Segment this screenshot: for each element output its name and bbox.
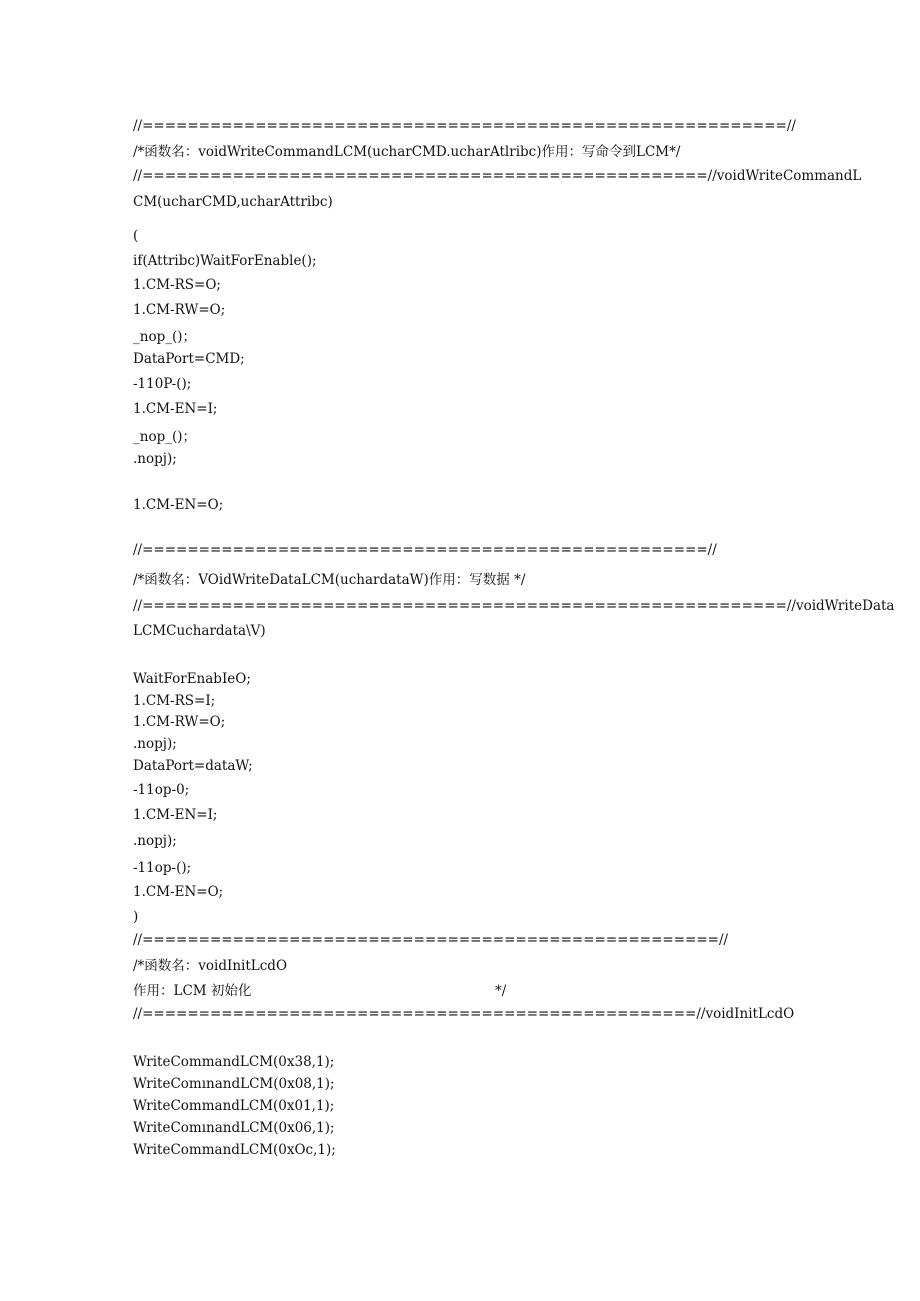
code-line: 1.CM-EN=O; xyxy=(133,497,224,513)
code-line: WriteCommandLCM(0x01,1); xyxy=(133,1098,335,1114)
separator-line: //=========================================================// xyxy=(133,118,796,134)
purpose-comment: 作用：LCM 初始化 xyxy=(133,983,252,999)
function-name-comment: /*函数名：voidInitLcdO xyxy=(133,958,288,974)
code-line: 1.CM-RS=I; xyxy=(133,693,216,709)
comment-end-mark: */ xyxy=(495,983,507,999)
code-line: .nopj); xyxy=(133,451,177,467)
code-line: 1.CM-RS=O; xyxy=(133,277,221,293)
signature-continuation: CM(ucharCMD,ucharAttribc) xyxy=(133,194,333,210)
code-line: 1.CM-EN=I; xyxy=(133,807,218,823)
separator-line: //==================================================// xyxy=(133,542,717,558)
signature-continuation: LCMCuchardata\V) xyxy=(133,623,266,639)
code-line: .nopj); xyxy=(133,736,177,752)
code-line: 1.CM-EN=O; xyxy=(133,884,224,900)
code-line: _nop_()； xyxy=(133,329,196,345)
code-line: WriteComınandLCM(0x08,1); xyxy=(133,1076,335,1092)
code-line: .nopj); xyxy=(133,833,177,849)
separator-signature-line: //==================================================//voidWriteCommandL xyxy=(133,168,862,184)
code-line: 1.CM-RW=O; xyxy=(133,714,226,730)
code-line: WriteCommandLCM(0xOc,1); xyxy=(133,1142,336,1158)
code-line: 1.CM-RW=O; xyxy=(133,302,226,318)
code-line: DataPort=CMD; xyxy=(133,351,245,367)
code-line: -11op-0; xyxy=(133,782,190,798)
separator-signature-line: //=========================================================//voidWriteData xyxy=(133,598,895,614)
code-line: ) xyxy=(133,909,139,925)
function-comment: /*函数名：VOidWriteDataLCM(uchardataW)作用：写数据 */ xyxy=(133,572,526,588)
code-line: WriteCommandLCM(0x38,1); xyxy=(133,1054,335,1070)
code-line: -110P-(); xyxy=(133,376,192,392)
code-line: if(Attribc)WaitForEnable(); xyxy=(133,253,317,269)
code-line: WaitForEnabIeO; xyxy=(133,671,251,687)
code-line: _nop_()； xyxy=(133,429,196,445)
code-line: DataPort=dataW; xyxy=(133,758,253,774)
code-line: 1.CM-EN=I; xyxy=(133,401,218,417)
separator-signature-line: //=================================================//voidInitLcdO xyxy=(133,1006,795,1022)
code-line: WriteComınandLCM(0x06,1); xyxy=(133,1120,335,1136)
code-line: -11op-(); xyxy=(133,860,192,876)
function-comment: /*函数名：voidWriteCommandLCM(ucharCMD.ucharAtlribc)作用：写命令到LCM*/ xyxy=(133,144,681,160)
separator-line: //===================================================// xyxy=(133,932,729,948)
code-line: ( xyxy=(133,228,139,244)
